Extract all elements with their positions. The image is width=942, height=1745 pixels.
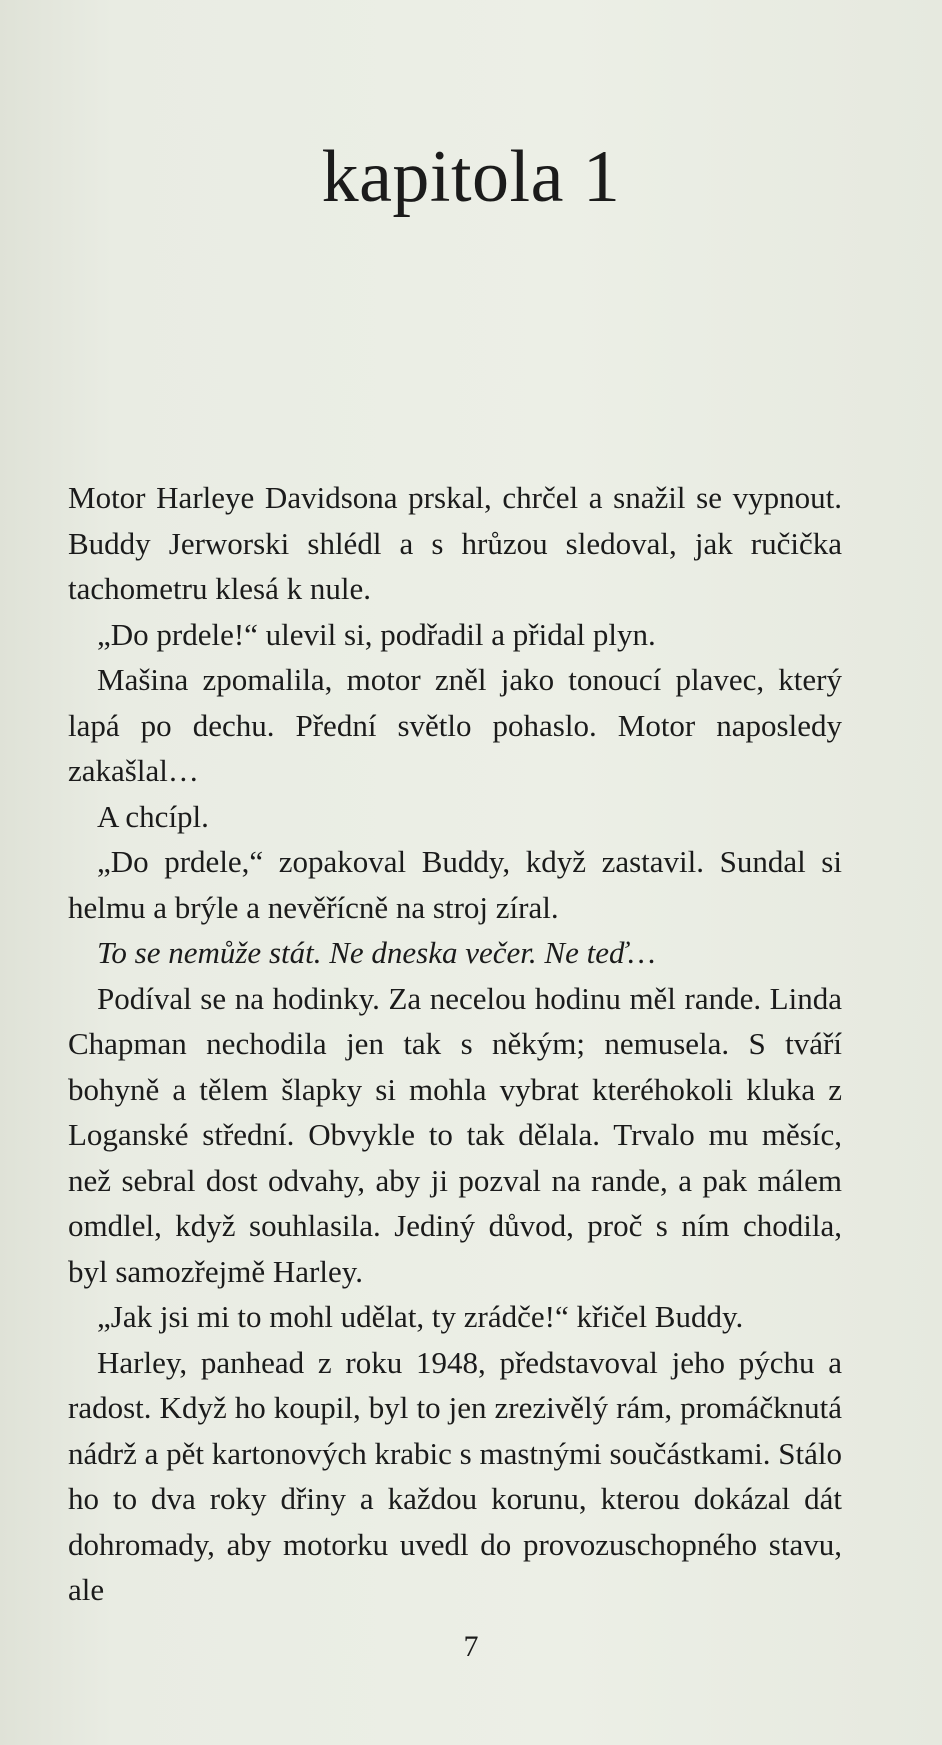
body-text bbox=[68, 475, 842, 1613]
paragraph: „Do prdele,“ zopakoval Buddy, když zastavil. Sundal si helmu a brýle a nevěřícně na stroj zíral. bbox=[68, 844, 842, 925]
paragraph: A chcípl. bbox=[97, 798, 209, 834]
paragraph: Mašina zpomalila, motor zněl jako tonoucí plavec, který lapá po dechu. Přední světlo pohaslo. Motor naposledy zakašlal… bbox=[68, 662, 842, 788]
paragraph: Harley, panhead z roku 1948, představoval jeho pýchu a radost. Když ho koupil, byl to jen zrezivělý rám, promáčknutá nádrž a pět kartonových krabic s mastnými součástkami. Stálo ho to dva roky dřiny a každou korunu, kterou dokázal dát dohromady, aby motorku uvedl do provozuschopného stavu, ale bbox=[68, 1344, 842, 1607]
italic-paragraph: To se nemůže stát. Ne dneska večer. Ne teď… bbox=[97, 935, 656, 970]
paragraph: Motor Harleye Davidsona prskal, chrčel a snažil se vypnout. Buddy Jerworski shlédl a s hrůzou sledoval, jak ručička tachometru klesá k nule. bbox=[68, 480, 842, 606]
paragraph: „Jak jsi mi to mohl udělat, ty zrádče!“ křičel Buddy. bbox=[97, 1299, 744, 1334]
paragraph: „Do prdele!“ ulevil si, podřadil a přidal plyn. bbox=[97, 616, 656, 652]
paragraph: Podíval se na hodinky. Za necelou hodinu měl rande. Linda Chapman nechodila jen tak s někým; nemusela. S tváří bohyně a tělem šlapky si mohla vybrat kteréhokoli kluka z Loganské střední. Obvykle to tak dělala. Trvalo mu měsíc, než sebral dost odvahy, aby ji pozval na rande, a pak málem omdlel, když souhlasila. Jediný důvod, proč s ním chodila, byl samozřejmě Harley. bbox=[68, 980, 842, 1289]
chapter-title: kapitola 1 bbox=[321, 136, 621, 218]
page-number: 7 bbox=[463, 1630, 479, 1663]
